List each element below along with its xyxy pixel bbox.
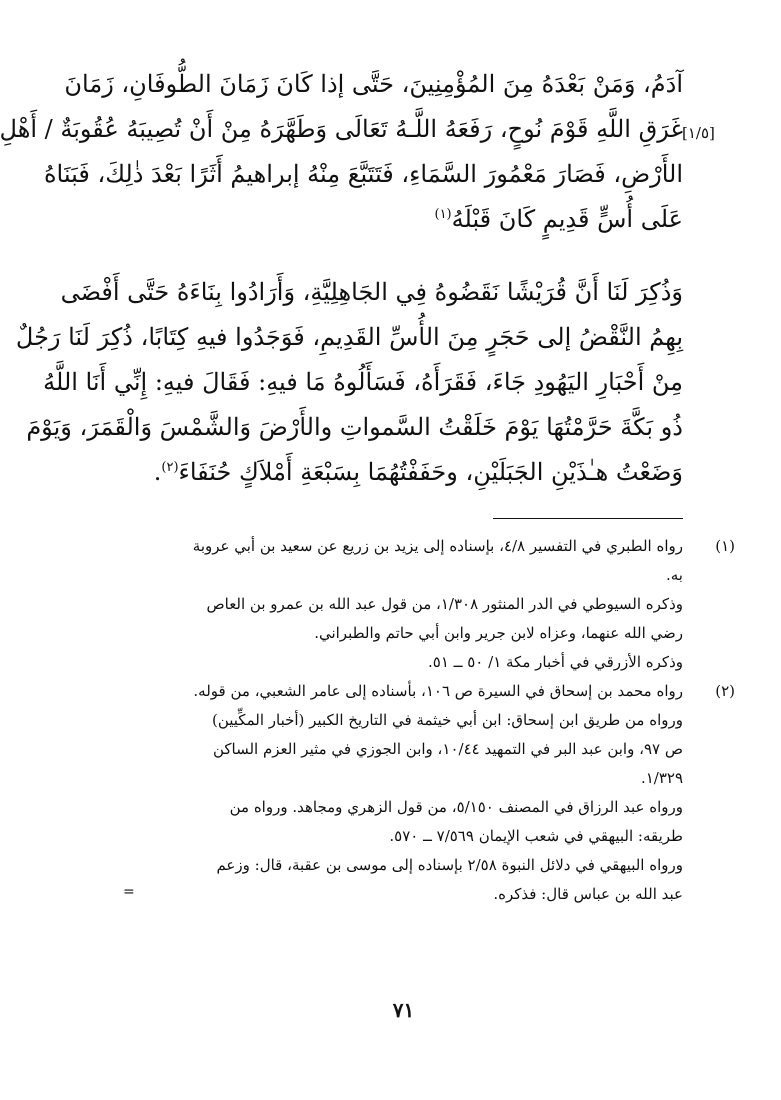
footnote-line: رواه محمد بن إسحاق في السيرة ص ١٠٦، بأسناده إلى عامر الشعبي، من قوله. (193, 682, 683, 700)
text-line: مِنْ أَحْبَارِ اليَهُودِ جَاءَ، فَقَرَأَهُ، فَسَأَلُوهُ مَا فيهِ: فَقَالَ فيهِ: إِنِّي أَنَا اللَّهُ (43, 368, 683, 396)
text-line (128, 197, 683, 242)
footnote-line: وذكره السيوطي في الدر المنثور ١/٣٠٨، من قول عبد الله بن عمرو بن العاص (206, 595, 683, 613)
footnote-separator (493, 518, 683, 519)
footnote-number: (١) (715, 537, 735, 555)
footnote-ref-1[interactable]: (١) (434, 207, 452, 222)
text-line: آدَمُ، وَمَنْ بَعْدَهُ مِنَ المُؤْمِنِينَ، حَتَّى إذا كَانَ زَمَانَ الطُّوفَانِ، زَمَانَ (64, 70, 683, 98)
footnote-line: طريقه: البيهقي في شعب الإيمان ٧/٥٦٩ ــ ٥٧٠. (389, 827, 683, 845)
text-line: بِهِمُ النَّقْضُ إلى حَجَرٍ مِنَ الأُسِّ القَدِيمِ، فَوَجَدُوا فيهِ كِتَابًا، ذُكِرَ لَنَا رَجُلٌ (15, 323, 683, 351)
text-line: الأَرْضِ، فَصَارَ مَعْمُورَ السَّمَاءِ، فَتَتَبَّعَ مِنْهُ إبراهيمُ أَثَرًا بَعْدَ ذٰلِكَ، فَبَنَاهُ (43, 160, 683, 188)
main-paragraph-2 (15, 270, 683, 495)
text-line: ذُو بَكَّةَ حَرَّمْتُهَا يَوْمَ خَلَقْتُ السَّمواتِ والأَرْضَ وَالشَّمْسَ وَالْقَمَرَ، وَيَوْمَ (26, 413, 683, 441)
footnote-line: رواه الطبري في التفسير ٤/٨، بإسناده إلى يزيد بن زريع عن سعيد بن أبي عروبة (192, 537, 683, 555)
footnote-line: ورواه من طريق ابن إسحاق: ابن أبي خيثمة في التاريخ الكبير (أخبار المكِّيين) (211, 711, 683, 729)
footnote-ref-2[interactable]: (٢) (161, 460, 179, 475)
end-punctuation: . (153, 458, 162, 486)
footnote-line: ص ٩٧، وابن عبد البر في التمهيد ١٠/٤٤، وابن الجوزي في مثير العزم الساكن (212, 740, 683, 758)
text-line-content: عَلَى أُسٍّ قَدِيمٍ كَانَ قَبْلَهُ (451, 205, 683, 233)
footnotes-section (123, 532, 735, 909)
page-number: ٧١ (392, 998, 415, 1022)
continuation-mark: = (123, 884, 135, 900)
text-line: وَذُكِرَ لَنَا أَنَّ قُرَيْشًا نَقَضُوهُ فِي الجَاهِلِيَّةِ، وَأَرَادُوا بِنَاءَهُ حَتَّى أَفْضَى (60, 278, 683, 306)
footnote-line: وذكره الأزرقي في أخبار مكة ١/ ٥٠ ــ ٥١. (428, 653, 683, 671)
footnote-1 (123, 532, 735, 677)
footnote-line: ورواه عبد الرزاق في المصنف ٥/١٥٠، من قول الزهري ومجاهد. ورواه من (229, 798, 683, 816)
footnote-2 (123, 677, 735, 909)
footnote-line: ١/٣٢٩. (640, 769, 683, 787)
text-line: غَرَقِ اللَّهِ قَوْمَ نُوحٍ، رَفَعَهُ اللَّـهُ تَعَالَى وَطَهَّرَهُ مِنْ أَنْ تُصِيبَهُ عُقُوبَةٌ / أَهْلِ (0, 115, 683, 143)
footnote-line: ورواه البيهقي في دلائل النبوة ٢/٥٨ بإسناده إلى موسى بن عقبة، قال: وزعم (216, 856, 683, 874)
main-paragraph-1 (0, 62, 683, 242)
text-line-content: وَضَعْتُ هـٰذَيْنِ الجَبَلَيْنِ، وحَفَفْتُهُمَا بِسَبْعَةِ أَمْلاَكٍ حُنَفَاءَ (178, 458, 683, 486)
footnote-number: (٢) (715, 682, 735, 700)
footnote-line: عبد الله بن عباس قال: فذكره. (493, 885, 683, 903)
margin-page-marker: [١/٥] (682, 124, 715, 142)
footnote-line: به. (666, 566, 683, 584)
text-line (128, 450, 683, 495)
footnote-line: رضي الله عنهما، وعزاه لابن جرير وابن أبي حاتم والطبراني. (314, 624, 683, 642)
